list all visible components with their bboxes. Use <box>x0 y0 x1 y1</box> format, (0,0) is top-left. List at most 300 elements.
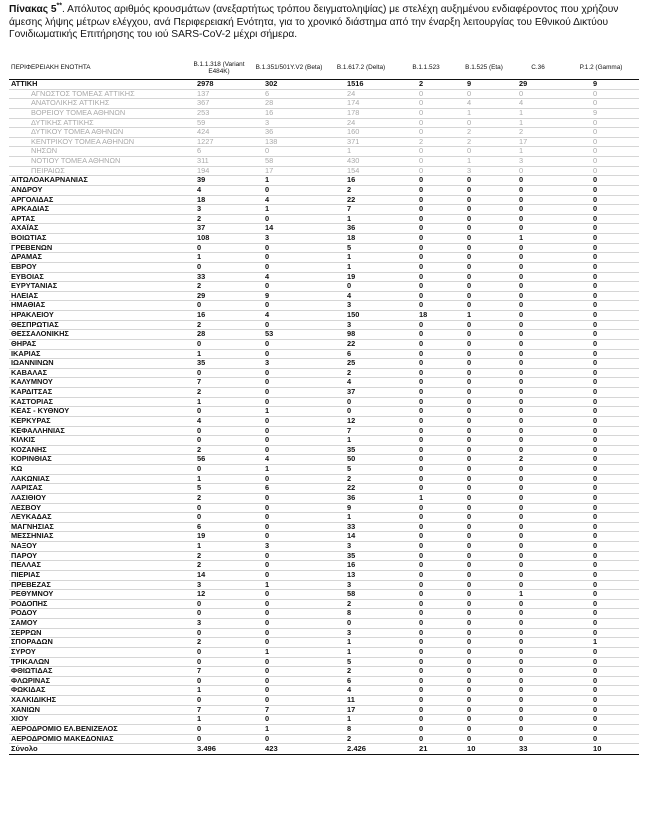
count-cell: 0 <box>185 657 253 667</box>
table-row <box>9 301 639 311</box>
count-cell: 0 <box>455 147 513 157</box>
region-name: ΗΜΑΘΙΑΣ <box>9 301 185 311</box>
table-row <box>9 234 639 244</box>
count-cell: 1 <box>185 686 253 696</box>
region-name: ΠΕΙΡΑΙΩΣ <box>9 166 185 176</box>
count-cell: 0 <box>253 320 325 330</box>
count-cell: 0 <box>455 118 513 128</box>
count-cell: 0 <box>513 580 563 590</box>
count-cell: 0 <box>397 590 455 600</box>
caption-label: Πίνακας 5 <box>9 4 57 15</box>
table-row <box>9 503 639 513</box>
region-name: ΚΟΖΑΝΗΣ <box>9 445 185 455</box>
count-cell: 7 <box>325 205 397 215</box>
count-cell: 17 <box>513 137 563 147</box>
count-cell: 0 <box>563 628 639 638</box>
count-cell: 0 <box>513 89 563 99</box>
count-cell: 0 <box>563 262 639 272</box>
count-cell: 0 <box>513 397 563 407</box>
count-cell: 0 <box>513 166 563 176</box>
region-name: ΘΗΡΑΣ <box>9 339 185 349</box>
count-cell: 0 <box>397 551 455 561</box>
header-row <box>9 57 639 80</box>
count-cell: 0 <box>397 599 455 609</box>
count-cell: 0 <box>455 262 513 272</box>
count-cell: 0 <box>253 590 325 600</box>
count-cell: 0 <box>513 311 563 321</box>
count-cell: 0 <box>563 99 639 109</box>
region-name: ΦΩΚΙΔΑΣ <box>9 686 185 696</box>
count-cell: 0 <box>563 243 639 253</box>
region-name: ΑΝΑΤΟΛΙΚΗΣ ΑΤΤΙΚΗΣ <box>9 99 185 109</box>
count-cell: 0 <box>455 436 513 446</box>
count-cell: 0 <box>513 416 563 426</box>
count-cell: 0 <box>513 359 563 369</box>
count-cell: 0 <box>563 320 639 330</box>
count-cell: 16 <box>325 561 397 571</box>
table-caption <box>9 4 639 42</box>
count-cell: 0 <box>513 628 563 638</box>
region-name: ΦΘΙΩΤΙΔΑΣ <box>9 667 185 677</box>
count-cell: 424 <box>185 128 253 138</box>
count-cell: 0 <box>513 667 563 677</box>
count-cell: 0 <box>513 426 563 436</box>
count-cell: 5 <box>325 243 397 253</box>
count-cell: 0 <box>397 705 455 715</box>
count-cell: 0 <box>455 676 513 686</box>
count-cell: 0 <box>563 272 639 282</box>
count-cell: 2 <box>185 282 253 292</box>
count-cell: 0 <box>253 570 325 580</box>
count-cell: 0 <box>513 619 563 629</box>
count-cell: 1227 <box>185 137 253 147</box>
count-cell: 0 <box>513 243 563 253</box>
count-cell: 0 <box>513 320 563 330</box>
count-cell: 253 <box>185 108 253 118</box>
count-cell: 1 <box>513 234 563 244</box>
count-cell: 0 <box>455 176 513 186</box>
count-cell: 0 <box>397 628 455 638</box>
count-cell: 0 <box>185 696 253 706</box>
count-cell: 0 <box>513 599 563 609</box>
region-name: ΚΙΛΚΙΣ <box>9 436 185 446</box>
region-name: ΛΕΣΒΟΥ <box>9 503 185 513</box>
count-cell: 0 <box>185 368 253 378</box>
count-cell: 4 <box>185 185 253 195</box>
count-cell: 2 <box>513 128 563 138</box>
count-cell: 1 <box>185 253 253 263</box>
table-subrow <box>9 166 639 176</box>
table-row <box>9 570 639 580</box>
count-cell: 19 <box>325 272 397 282</box>
table-row <box>9 214 639 224</box>
count-cell: 2 <box>397 80 455 90</box>
count-cell: 0 <box>563 590 639 600</box>
region-name: ΚΕΝΤΡΙΚΟΥ ΤΟΜΕΑ ΑΘΗΝΩΝ <box>9 137 185 147</box>
table-subrow <box>9 89 639 99</box>
count-cell: 35 <box>325 445 397 455</box>
count-cell: 3 <box>325 301 397 311</box>
count-cell: 0 <box>185 513 253 523</box>
count-cell: 2 <box>185 388 253 398</box>
count-cell: 4 <box>253 311 325 321</box>
count-cell: 3 <box>253 359 325 369</box>
count-cell: 0 <box>563 253 639 263</box>
region-name: ΑΡΓΟΛΙΔΑΣ <box>9 195 185 205</box>
count-cell: 0 <box>397 542 455 552</box>
count-cell: 0 <box>563 407 639 417</box>
count-cell: 2 <box>185 493 253 503</box>
region-name: ΝΟΤΙΟΥ ΤΟΜΕΑ ΑΘΗΝΩΝ <box>9 157 185 167</box>
count-cell: 0 <box>563 474 639 484</box>
region-name: ΚΕΑΣ - ΚΥΘΝΟΥ <box>9 407 185 417</box>
count-cell: 0 <box>455 696 513 706</box>
table-row <box>9 253 639 263</box>
count-cell: 1 <box>185 542 253 552</box>
table-row <box>9 416 639 426</box>
total-cell: 33 <box>513 744 563 755</box>
count-cell: 0 <box>397 667 455 677</box>
count-cell: 0 <box>455 214 513 224</box>
count-cell: 0 <box>325 407 397 417</box>
count-cell: 0 <box>455 455 513 465</box>
count-cell: 4 <box>253 195 325 205</box>
count-cell: 2 <box>325 667 397 677</box>
count-cell: 4 <box>513 99 563 109</box>
count-cell: 0 <box>563 157 639 167</box>
count-cell: 2 <box>455 128 513 138</box>
count-cell: 0 <box>397 724 455 734</box>
count-cell: 0 <box>513 513 563 523</box>
count-cell: 0 <box>563 542 639 552</box>
count-cell: 0 <box>563 455 639 465</box>
count-cell: 0 <box>253 436 325 446</box>
table-row <box>9 455 639 465</box>
count-cell: 9 <box>325 503 397 513</box>
count-cell: 0 <box>185 609 253 619</box>
count-cell: 0 <box>513 715 563 725</box>
count-cell: 6 <box>253 484 325 494</box>
table-row <box>9 724 639 734</box>
count-cell: 29 <box>185 291 253 301</box>
count-cell: 0 <box>253 619 325 629</box>
count-cell: 0 <box>253 609 325 619</box>
count-cell: 24 <box>325 118 397 128</box>
table-subrow <box>9 118 639 128</box>
count-cell: 0 <box>563 465 639 475</box>
region-name: ΕΥΒΟΙΑΣ <box>9 272 185 282</box>
table-row <box>9 397 639 407</box>
count-cell: 4 <box>325 291 397 301</box>
count-cell: 0 <box>513 330 563 340</box>
count-cell: 36 <box>325 493 397 503</box>
count-cell: 0 <box>455 724 513 734</box>
table-row <box>9 542 639 552</box>
count-cell: 0 <box>513 214 563 224</box>
table-row <box>9 349 639 359</box>
region-name: ΛΑΡΙΣΑΣ <box>9 484 185 494</box>
region-name: ΣΥΡΟΥ <box>9 647 185 657</box>
count-cell: 430 <box>325 157 397 167</box>
count-cell: 0 <box>253 599 325 609</box>
count-cell: 0 <box>513 542 563 552</box>
count-cell: 0 <box>563 214 639 224</box>
count-cell: 14 <box>325 532 397 542</box>
count-cell: 17 <box>253 166 325 176</box>
count-cell: 0 <box>455 570 513 580</box>
count-cell: 0 <box>397 638 455 648</box>
count-cell: 0 <box>253 493 325 503</box>
count-cell: 35 <box>185 359 253 369</box>
count-cell: 0 <box>563 503 639 513</box>
count-cell: 9 <box>563 108 639 118</box>
count-cell: 0 <box>253 253 325 263</box>
region-name: ΣΕΡΡΩΝ <box>9 628 185 638</box>
count-cell: 50 <box>325 455 397 465</box>
table-row <box>9 339 639 349</box>
count-cell: 0 <box>563 195 639 205</box>
count-cell: 0 <box>397 330 455 340</box>
count-cell: 0 <box>563 445 639 455</box>
table-footer <box>9 744 639 755</box>
count-cell: 0 <box>513 493 563 503</box>
count-cell: 1 <box>325 715 397 725</box>
count-cell: 0 <box>185 503 253 513</box>
count-cell: 0 <box>397 474 455 484</box>
count-cell: 0 <box>563 311 639 321</box>
count-cell: 3 <box>253 118 325 128</box>
table-row <box>9 619 639 629</box>
count-cell: 0 <box>563 128 639 138</box>
header-b1525: B.1.525 (Eta) <box>455 57 513 80</box>
count-cell: 36 <box>325 224 397 234</box>
count-cell: 0 <box>397 214 455 224</box>
count-cell: 16 <box>185 311 253 321</box>
count-cell: 1 <box>325 513 397 523</box>
count-cell: 3 <box>325 320 397 330</box>
count-cell: 5 <box>325 657 397 667</box>
count-cell: 0 <box>397 89 455 99</box>
region-name: ΧΙΟΥ <box>9 715 185 725</box>
count-cell: 0 <box>185 676 253 686</box>
count-cell: 0 <box>563 436 639 446</box>
count-cell: 0 <box>455 628 513 638</box>
count-cell: 8 <box>325 724 397 734</box>
count-cell: 0 <box>397 272 455 282</box>
count-cell: 0 <box>563 359 639 369</box>
table-row <box>9 715 639 725</box>
count-cell: 0 <box>563 609 639 619</box>
table-row <box>9 330 639 340</box>
count-cell: 0 <box>563 147 639 157</box>
count-cell: 3 <box>325 542 397 552</box>
table-row <box>9 205 639 215</box>
table-subrow <box>9 99 639 109</box>
count-cell: 18 <box>397 311 455 321</box>
count-cell: 7 <box>253 705 325 715</box>
count-cell: 0 <box>397 378 455 388</box>
count-cell: 0 <box>253 503 325 513</box>
count-cell: 0 <box>253 301 325 311</box>
count-cell: 0 <box>455 522 513 532</box>
count-cell: 0 <box>253 715 325 725</box>
count-cell: 137 <box>185 89 253 99</box>
count-cell: 0 <box>253 628 325 638</box>
region-name: ΚΑΣΤΟΡΙΑΣ <box>9 397 185 407</box>
count-cell: 108 <box>185 234 253 244</box>
table-row <box>9 599 639 609</box>
count-cell: 0 <box>455 301 513 311</box>
count-cell: 0 <box>397 282 455 292</box>
count-cell: 0 <box>455 580 513 590</box>
count-cell: 0 <box>513 176 563 186</box>
count-cell: 0 <box>455 609 513 619</box>
count-cell: 1 <box>325 647 397 657</box>
count-cell: 4 <box>185 416 253 426</box>
count-cell: 0 <box>397 647 455 657</box>
count-cell: 53 <box>253 330 325 340</box>
count-cell: 1 <box>513 590 563 600</box>
count-cell: 0 <box>563 291 639 301</box>
count-cell: 1 <box>253 724 325 734</box>
count-cell: 0 <box>455 484 513 494</box>
count-cell: 0 <box>397 108 455 118</box>
count-cell: 0 <box>455 513 513 523</box>
count-cell: 35 <box>325 551 397 561</box>
count-cell: 311 <box>185 157 253 167</box>
header-b16172: B.1.617.2 (Delta) <box>325 57 397 80</box>
count-cell: 0 <box>563 378 639 388</box>
region-name: ΑΓΝΩΣΤΟΣ ΤΟΜΕΑΣ ΑΤΤΙΚΗΣ <box>9 89 185 99</box>
count-cell: 0 <box>563 734 639 744</box>
count-cell: 3 <box>325 580 397 590</box>
count-cell: 4 <box>455 99 513 109</box>
region-name: ΙΩΑΝΝΙΝΩΝ <box>9 359 185 369</box>
count-cell: 1 <box>455 311 513 321</box>
count-cell: 0 <box>253 522 325 532</box>
count-cell: 1 <box>397 493 455 503</box>
count-cell: 0 <box>455 686 513 696</box>
region-name: ΑΕΡΟΔΡΟΜΙΟ ΕΛ.ΒΕΝΙΖΕΛΟΣ <box>9 724 185 734</box>
count-cell: 0 <box>513 388 563 398</box>
count-cell: 9 <box>253 291 325 301</box>
count-cell: 0 <box>455 243 513 253</box>
region-name: ΠΡΕΒΕΖΑΣ <box>9 580 185 590</box>
region-name: ΠΑΡΟΥ <box>9 551 185 561</box>
count-cell: 0 <box>455 638 513 648</box>
count-cell: 12 <box>185 590 253 600</box>
count-cell: 2 <box>185 320 253 330</box>
caption-text: . Απόλυτος αριθμός κρουσμάτων (ανεξαρτήτως τρόπου δειγματοληψίας) με στελέχη αυξημένου ενδιαφέροντος που χρήζουν άμεσης λήψης μέτρων ελέγχου, ανά Περιφερειακή Ενότητα, για το χρονικό διάστημα από την έναρξη λειτουργίας του Εθνικού Δικτύου Γονιδιωματικής Επιτήρησης του ιού SARS-CoV-2 μέχρι σήμερα. <box>9 4 619 41</box>
count-cell: 0 <box>397 166 455 176</box>
count-cell: 39 <box>185 176 253 186</box>
count-cell: 0 <box>253 676 325 686</box>
count-cell: 0 <box>185 243 253 253</box>
count-cell: 2 <box>185 561 253 571</box>
count-cell: 0 <box>563 532 639 542</box>
region-name: ΧΑΛΚΙΔΙΚΗΣ <box>9 696 185 706</box>
region-name: ΑΤΤΙΚΗ <box>9 80 185 90</box>
count-cell: 0 <box>563 522 639 532</box>
count-cell: 0 <box>253 378 325 388</box>
count-cell: 3 <box>185 619 253 629</box>
count-cell: 0 <box>513 195 563 205</box>
count-cell: 0 <box>563 282 639 292</box>
count-cell: 9 <box>563 80 639 90</box>
count-cell: 5 <box>325 465 397 475</box>
table-subrow <box>9 147 639 157</box>
count-cell: 1 <box>325 262 397 272</box>
table-row <box>9 522 639 532</box>
region-name: ΓΡΕΒΕΝΩΝ <box>9 243 185 253</box>
count-cell: 0 <box>185 407 253 417</box>
count-cell: 154 <box>325 166 397 176</box>
count-cell: 0 <box>563 388 639 398</box>
count-cell: 0 <box>513 561 563 571</box>
count-cell: 33 <box>325 522 397 532</box>
count-cell: 150 <box>325 311 397 321</box>
count-cell: 0 <box>513 570 563 580</box>
count-cell: 0 <box>513 647 563 657</box>
region-name: ΕΒΡΟΥ <box>9 262 185 272</box>
count-cell: 0 <box>563 416 639 426</box>
count-cell: 0 <box>563 330 639 340</box>
count-cell: 14 <box>185 570 253 580</box>
count-cell: 0 <box>513 609 563 619</box>
table-row <box>9 705 639 715</box>
count-cell: 0 <box>513 253 563 263</box>
count-cell: 0 <box>397 426 455 436</box>
count-cell: 0 <box>397 224 455 234</box>
count-cell: 0 <box>185 339 253 349</box>
count-cell: 0 <box>563 561 639 571</box>
count-cell: 0 <box>185 436 253 446</box>
count-cell: 0 <box>455 388 513 398</box>
count-cell: 2 <box>185 551 253 561</box>
count-cell: 0 <box>513 436 563 446</box>
table-row <box>9 445 639 455</box>
count-cell: 0 <box>455 195 513 205</box>
count-cell: 0 <box>397 657 455 667</box>
count-cell: 0 <box>563 484 639 494</box>
count-cell: 0 <box>397 195 455 205</box>
count-cell: 1 <box>253 205 325 215</box>
count-cell: 0 <box>185 465 253 475</box>
count-cell: 0 <box>455 253 513 263</box>
count-cell: 0 <box>397 291 455 301</box>
count-cell: 0 <box>563 619 639 629</box>
count-cell: 0 <box>253 426 325 436</box>
count-cell: 0 <box>455 320 513 330</box>
count-cell: 0 <box>513 445 563 455</box>
count-cell: 178 <box>325 108 397 118</box>
count-cell: 2 <box>325 368 397 378</box>
table-row <box>9 696 639 706</box>
count-cell: 0 <box>397 99 455 109</box>
count-cell: 0 <box>397 118 455 128</box>
count-cell: 0 <box>185 628 253 638</box>
count-cell: 1 <box>253 465 325 475</box>
count-cell: 1 <box>513 147 563 157</box>
count-cell: 22 <box>325 484 397 494</box>
count-cell: 3 <box>325 628 397 638</box>
table-row <box>9 291 639 301</box>
region-name: ΑΝΔΡΟΥ <box>9 185 185 195</box>
count-cell: 0 <box>455 234 513 244</box>
count-cell: 0 <box>513 522 563 532</box>
region-name: ΕΥΡΥΤΑΝΙΑΣ <box>9 282 185 292</box>
count-cell: 0 <box>397 696 455 706</box>
